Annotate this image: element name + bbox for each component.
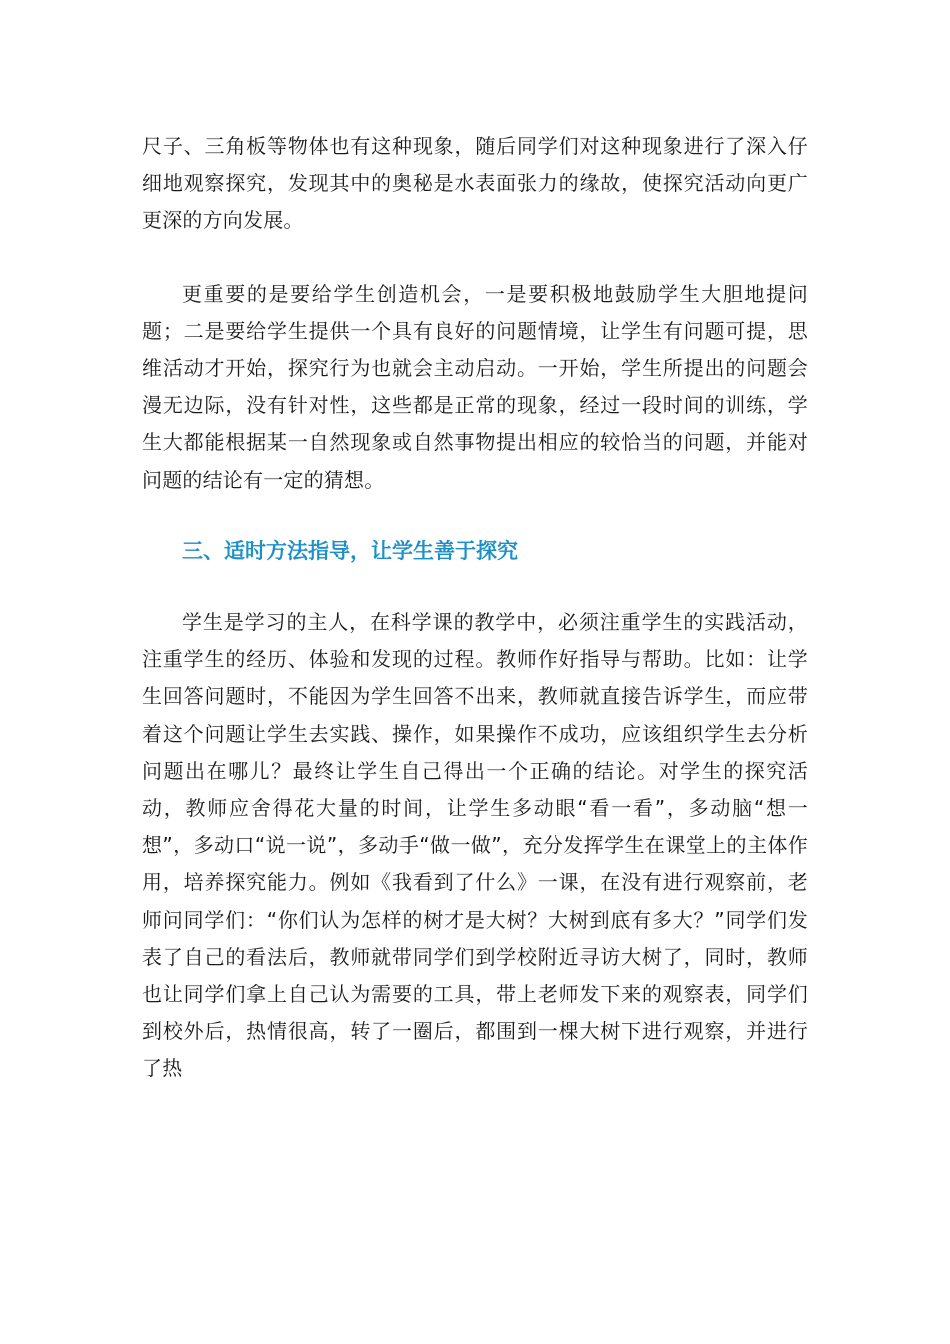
document-page [142,128,808,1088]
paragraph-spacer [142,240,808,276]
paragraph-spacer [142,570,808,604]
paragraph-guidance: 学生是学习的主人，在科学课的教学中，必须注重学生的实践活动，注重学生的经历、体验和发现的过程。教师作好指导与帮助。比如：让学生回答问题时，不能因为学生回答不出来，教师就直接告诉学生，而应带着这个问题让学生去实践、操作，如果操作不成功，应该组织学生去分析问题出在哪儿？最终让学生自己得出一个正确的结论。对学生的探究活动，教师应舍得花大量的时间，让学生多动眼“看一看”，多动脑“想一想”，多动口“说一说”，多动手“做一做”，充分发挥学生在课堂上的主体作用，培养探究能力。例如《我看到了什么》一课，在没有进行观察前，老师问同学们：“你们认为怎样的树才是大树？大树到底有多大？”同学们发表了自己的看法后，教师就带同学们到学校附近寻访大树了，同时，教师也让同学们拿上自己认为需要的工具，带上老师发下来的观察表，同学们到校外后，热情很高，转了一圈后，都围到一棵大树下进行观察，并进行了热 [142,610,808,1081]
paragraph-opportunity: 更重要的是要给学生创造机会，一是要积极地鼓励学生大胆地提问题；二是要给学生提供一个具有良好的问题情境，让学生有问题可提，思维活动才开始，探究行为也就会主动启动。一开始，学生所提出的问题会漫无边际，没有针对性，这些都是正常的现象，经过一段时间的训练，学生大都能根据某一自然现象或自然事物提出相应的较恰当的问题，并能对问题的结论有一定的猜想。 [142,281,808,492]
paragraph-spacer [142,499,808,533]
section-heading: 三、适时方法指导，让学生善于探究 [182,538,518,563]
paragraph-continuation: 尺子、三角板等物体也有这种现象，随后同学们对这种现象进行了深入仔细地观察探究，发现其中的奥秘是水表面张力的缘故，使探究活动向更广更深的方向发展。 [142,134,808,233]
